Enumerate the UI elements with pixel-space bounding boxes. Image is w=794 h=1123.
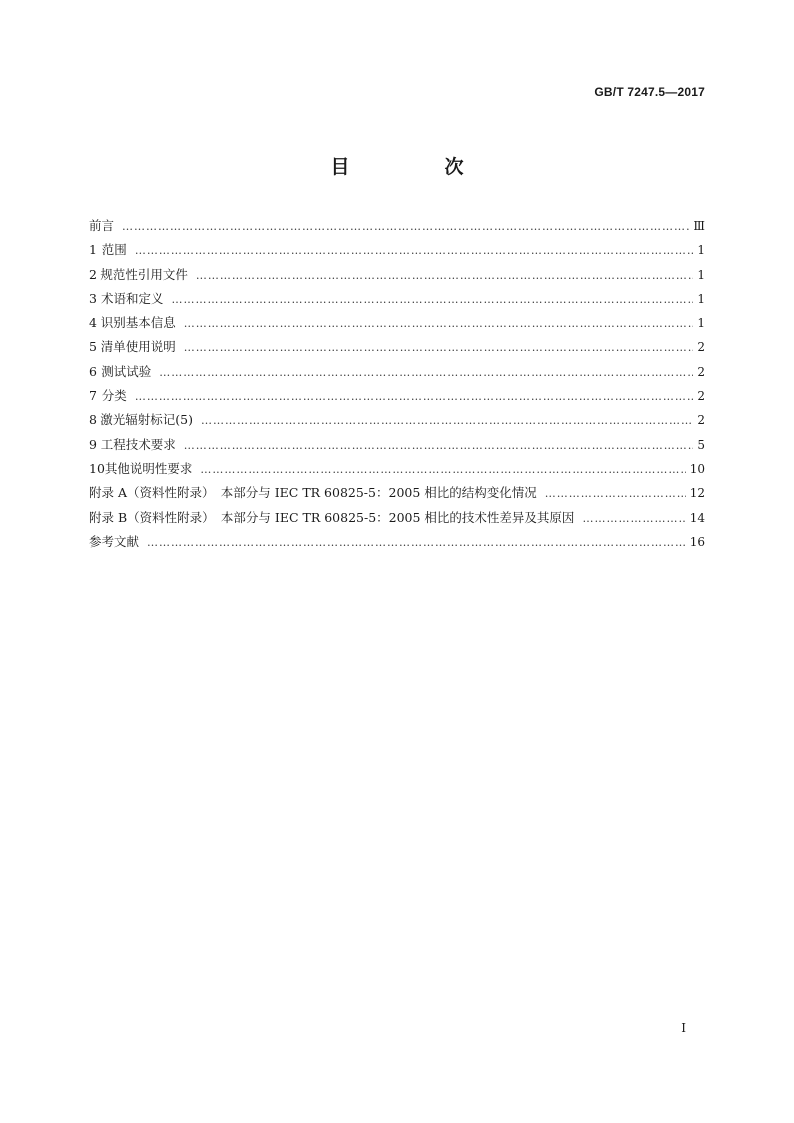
toc-entry-identification[interactable]	[89, 313, 705, 337]
toc-entry-terms-definitions[interactable]	[89, 289, 705, 313]
toc-section-number: 2	[89, 266, 97, 282]
toc-entry-other-requirements[interactable]	[89, 459, 705, 483]
toc-page-number: 12	[689, 486, 705, 501]
toc-entry-label: 分类	[101, 388, 127, 404]
toc-entry-label: 前言	[89, 218, 115, 233]
toc-entry-label: 工程技术要求	[100, 436, 176, 452]
toc-leader-dots	[200, 460, 685, 480]
toc-section-number: 4	[89, 315, 97, 331]
toc-leader-dots	[135, 387, 694, 407]
toc-page-number: 1	[697, 243, 705, 258]
toc-leader-dots	[184, 338, 694, 358]
toc-page-number: 10	[689, 461, 705, 476]
toc-entry-label: 测试试验	[101, 363, 152, 379]
toc-section-number: 10	[89, 460, 105, 476]
toc-leader-dots	[201, 411, 693, 431]
toc-entry-engineering-requirements[interactable]	[89, 435, 705, 459]
toc-section-number: 7	[89, 388, 97, 404]
toc-page-number: 1	[697, 267, 705, 282]
toc-page-number: 2	[697, 340, 705, 355]
toc-page-number: Ⅲ	[693, 219, 705, 233]
toc-entry-checklist-instructions[interactable]	[89, 337, 705, 361]
page-title: 目 次	[330, 156, 502, 178]
toc-entry-label: 范围	[101, 242, 127, 258]
toc-entry-classification[interactable]	[89, 386, 705, 410]
toc-section-number: 3	[89, 290, 97, 306]
toc-leader-dots	[184, 436, 694, 456]
toc-entry-normative-references[interactable]	[89, 265, 705, 289]
toc-entry-annex-a[interactable]	[89, 483, 705, 507]
page-folio: Ⅰ	[681, 1021, 686, 1035]
standard-number: GB/T 7247.5—2017	[594, 85, 705, 99]
toc-page-number: 1	[697, 291, 705, 306]
toc-entry-label: 识别基本信息	[100, 315, 176, 331]
toc-entry-label: 附录 B（资料性附录） 本部分与 IEC TR 60825-5：2005 相比的技术性差异及其原因	[89, 509, 575, 525]
toc-entry-bibliography[interactable]	[89, 532, 705, 556]
toc-page-number: 2	[697, 389, 705, 404]
toc-page-number: 2	[697, 413, 705, 428]
toc-section-number: 1	[89, 242, 97, 258]
toc-leader-dots	[147, 533, 686, 553]
toc-entry-testing[interactable]	[89, 362, 705, 386]
toc-entry-label: 参考文献	[89, 533, 140, 549]
toc-page-number: 1	[697, 316, 705, 331]
toc-page-number: 2	[697, 364, 705, 379]
toc-entry-scope[interactable]	[89, 240, 705, 264]
toc-entry-label: 激光辐射标记(5)	[100, 412, 193, 428]
toc-leader-dots	[122, 217, 689, 237]
toc-entry-label: 其他说明性要求	[104, 460, 193, 476]
toc-entry-annex-b[interactable]	[89, 508, 705, 532]
toc-leader-dots	[582, 509, 685, 529]
toc-page-number: 5	[697, 437, 705, 452]
toc-entry-label: 术语和定义	[100, 290, 164, 306]
table-of-contents	[89, 216, 705, 556]
toc-page-number: 14	[689, 510, 705, 525]
toc-entry-label: 附录 A（资料性附录） 本部分与 IEC TR 60825-5：2005 相比的结构变化情况	[89, 485, 537, 501]
toc-entry-laser-radiation-labels[interactable]	[89, 410, 705, 434]
toc-section-number: 6	[89, 363, 97, 379]
toc-leader-dots	[159, 363, 693, 383]
toc-leader-dots	[196, 266, 693, 286]
toc-leader-dots	[135, 241, 694, 261]
toc-entry-label: 规范性引用文件	[100, 266, 188, 282]
toc-leader-dots	[184, 314, 694, 334]
toc-leader-dots	[545, 484, 686, 504]
toc-section-number: 8	[89, 412, 97, 428]
toc-section-number: 5	[89, 339, 97, 355]
toc-entry-foreword[interactable]	[89, 216, 705, 240]
toc-leader-dots	[171, 290, 693, 310]
toc-page-number: 16	[689, 534, 705, 549]
toc-section-number: 9	[89, 436, 97, 452]
toc-entry-label: 清单使用说明	[100, 339, 176, 355]
